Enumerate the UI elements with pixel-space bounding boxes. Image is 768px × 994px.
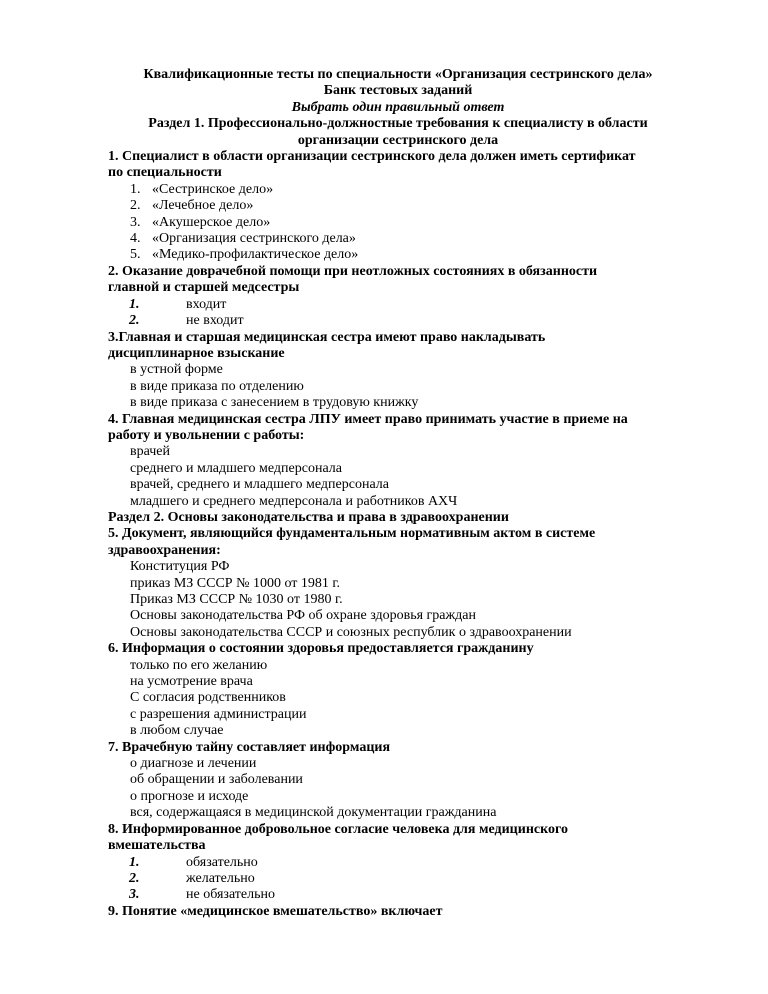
- question-5: 5. Документ, являющийся фундаментальным нормативным актом в системе: [108, 526, 596, 542]
- answer-option: в любом случае: [130, 723, 224, 739]
- answer-option: среднего и младшего медперсонала: [130, 460, 342, 476]
- answer-option: с разрешения администрации: [130, 706, 307, 722]
- answer-option: Приказ МЗ СССР № 1030 от 1980 г.: [130, 592, 343, 607]
- answer-option: о диагнозе и лечении: [130, 756, 257, 772]
- answer-option: 1. обязательно: [129, 854, 258, 870]
- question-6: 6. Информация о состоянии здоровья предоставляется гражданину: [108, 641, 534, 657]
- answer-option: 3. «Акушерское дело»: [130, 214, 271, 230]
- section-heading-1-cont: организации сестринского дела: [297, 132, 499, 148]
- question-4: 4. Главная медицинская сестра ЛПУ имеет право принимать участие в приеме на: [108, 411, 628, 427]
- question-3-cont: дисциплинарное взыскание: [108, 345, 285, 361]
- section-heading-2: Раздел 2. Основы законодательства и права в здравоохранении: [108, 509, 509, 525]
- question-8-cont: вмешательства: [108, 838, 206, 854]
- answer-option: вся, содержащаяся в медицинской документации гражданина: [130, 805, 497, 821]
- answer-option: Основы законодательства СССР и союзных республик о здравоохранении: [130, 624, 572, 640]
- answer-option: 2. «Лечебное дело»: [130, 198, 254, 214]
- answer-option: Основы законодательства РФ об охране здоровья граждан: [130, 608, 477, 624]
- answer-option: в устной форме: [130, 362, 223, 378]
- answer-option: младшего и среднего медперсонала и работников АХЧ: [130, 493, 458, 509]
- answer-option: С согласия родственников: [130, 690, 286, 706]
- document-title: Квалификационные тесты по специальности «Организация сестринского дела»: [143, 67, 653, 82]
- question-7: 7. Врачебную тайну составляет информация: [108, 739, 391, 755]
- answer-option: на усмотрение врача: [130, 674, 253, 690]
- document-content: [108, 67, 688, 920]
- answer-option: 4. «Организация сестринского дела»: [130, 231, 356, 247]
- answer-option: в виде приказа по отделению: [130, 378, 304, 394]
- instruction: Выбрать один правильный ответ: [291, 99, 505, 115]
- question-4-cont: работу и увольнении с работы:: [108, 427, 305, 443]
- question-8: 8. Информированное добровольное согласие человека для медицинского: [108, 821, 568, 837]
- answer-option: 1. «Сестринское дело»: [130, 181, 274, 197]
- answer-option: врачей, среднего и младшего медперсонала: [130, 477, 389, 493]
- answer-option: в виде приказа с занесением в трудовую книжку: [130, 395, 419, 411]
- question-9: 9. Понятие «медицинское вмешательство» включает: [108, 903, 443, 919]
- question-1: 1. Специалист в области организации сестринского дела должен иметь сертификат: [108, 149, 636, 165]
- question-1-cont: по специальности: [108, 165, 222, 181]
- answer-option: 2. не входит: [129, 313, 244, 329]
- answer-option: об обращении и заболевании: [130, 772, 303, 788]
- question-5-cont: здравоохранения:: [108, 542, 221, 558]
- answer-option: о прогнозе и исходе: [130, 788, 249, 804]
- answer-option: приказ МЗ СССР № 1000 от 1981 г.: [130, 575, 341, 591]
- question-2: 2. Оказание доврачебной помощи при неотложных состояниях в обязанности: [108, 263, 598, 279]
- answer-option: врачей: [130, 444, 171, 460]
- answer-option: только по его желанию: [130, 657, 268, 673]
- section-heading-1: Раздел 1. Профессионально-должностные требования к специалисту в области: [148, 116, 648, 132]
- question-2-cont: главной и старшей медсестры: [108, 280, 300, 296]
- answer-option: 2. желательно: [129, 870, 255, 886]
- question-3: 3.Главная и старшая медицинская сестра имеют право накладывать: [108, 329, 546, 345]
- answer-option: 5. «Медико-профилактическое дело»: [130, 247, 359, 263]
- document-subtitle: Банк тестовых заданий: [323, 83, 473, 99]
- answer-option: 1. входит: [129, 296, 227, 312]
- answer-option: Конституция РФ: [130, 559, 230, 575]
- answer-option: 3. не обязательно: [129, 887, 275, 903]
